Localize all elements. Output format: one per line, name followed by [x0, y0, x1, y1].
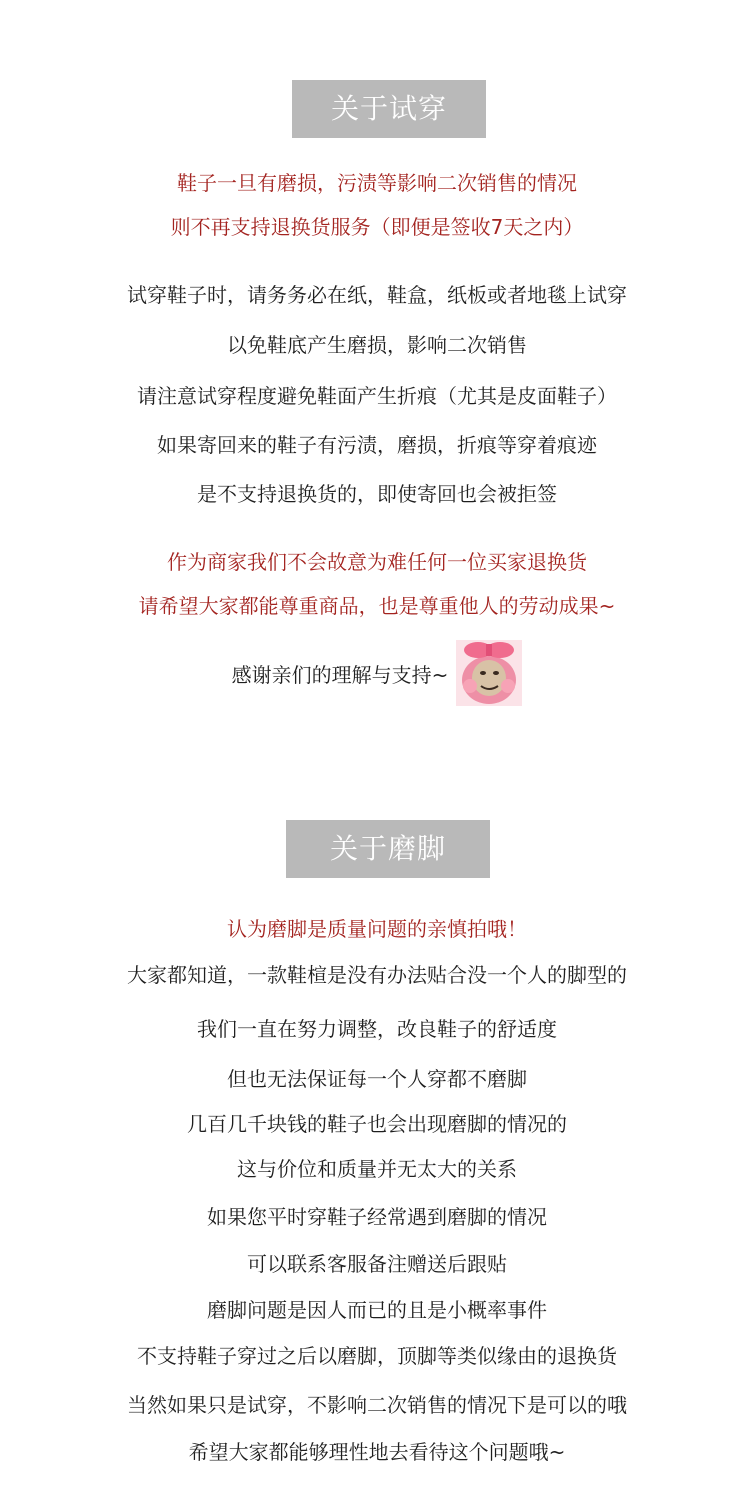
try-on-appeal-line-2: 请希望大家都能尊重商品，也是尊重他人的劳动成果~	[138, 594, 616, 618]
try-on-body-line-3: 请注意试穿程度避免鞋面产生折痕（尤其是皮面鞋子）	[137, 384, 617, 408]
chafing-body-line-1: 大家都知道，一款鞋楦是没有办法贴合没一个人的脚型的	[127, 963, 627, 987]
try-on-warning-line-1: 鞋子一旦有磨损，污渍等影响二次销售的情况	[177, 171, 577, 195]
chafing-warning: 认为磨脚是质量问题的亲慎拍哦！	[227, 917, 527, 941]
chafing-body-line-9: 不支持鞋子穿过之后以磨脚，顶脚等类似缘由的退换货	[137, 1344, 617, 1368]
try-on-body-line-4: 如果寄回来的鞋子有污渍，磨损，折痕等穿着痕迹	[157, 433, 597, 457]
chafing-body-line-8: 磨脚问题是因人而已的且是小概率事件	[207, 1298, 547, 1322]
chafing-body-line-2: 我们一直在努力调整，改良鞋子的舒适度	[197, 1017, 557, 1041]
chafing-body-line-3: 但也无法保证每一个人穿都不磨脚	[227, 1067, 527, 1091]
chafing-body-line-10: 当然如果只是试穿，不影响二次销售的情况下是可以的哦	[127, 1393, 627, 1417]
try-on-body-line-2: 以免鞋底产生磨损，影响二次销售	[227, 333, 527, 357]
blushing-face-sticker-icon	[456, 640, 522, 706]
chafing-body-line-11: 希望大家都能够理性地去看待这个问题哦~	[188, 1440, 566, 1464]
try-on-body-line-1: 试穿鞋子时，请务务必在纸，鞋盒，纸板或者地毯上试穿	[127, 283, 627, 307]
thanks-row	[0, 640, 754, 710]
chafing-body-line-6: 如果您平时穿鞋子经常遇到磨脚的情况	[207, 1205, 547, 1229]
section-title-try-on: 关于试穿	[292, 80, 486, 138]
section-title-chafing: 关于磨脚	[286, 820, 490, 878]
chafing-body-line-4: 几百几千块钱的鞋子也会出现磨脚的情况的	[187, 1112, 567, 1136]
thanks-text: 感谢亲们的理解与支持~	[231, 663, 449, 687]
try-on-appeal-line-1: 作为商家我们不会故意为难任何一位买家退换货	[167, 550, 587, 574]
chafing-body-line-7: 可以联系客服备注赠送后跟贴	[247, 1252, 507, 1276]
try-on-body-line-5: 是不支持退换货的，即使寄回也会被拒签	[197, 482, 557, 506]
chafing-body-line-5: 这与价位和质量并无太大的关系	[237, 1157, 517, 1181]
try-on-warning-line-2: 则不再支持退换货服务（即便是签收7天之内）	[170, 215, 584, 239]
